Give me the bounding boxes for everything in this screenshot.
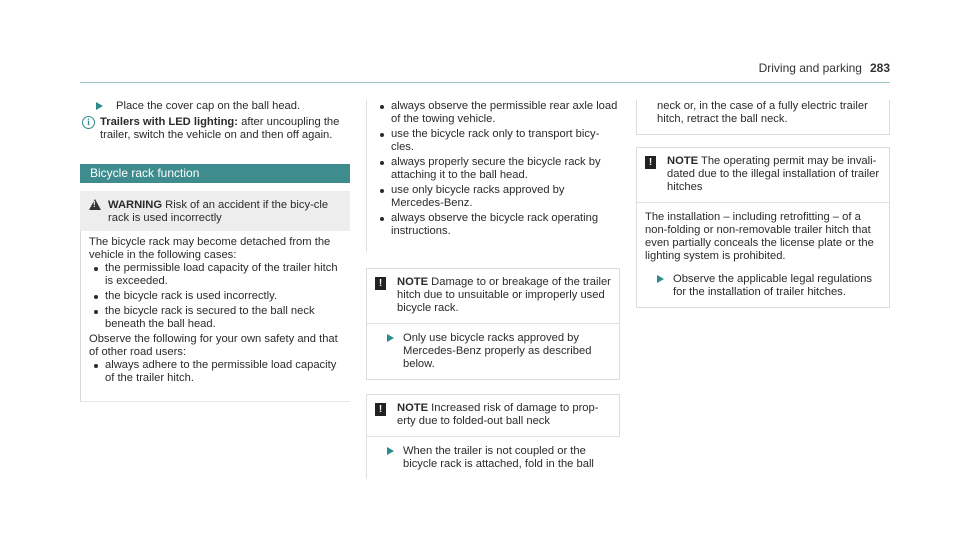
list-item: always observe the bicycle rack operating instructions. [375,212,620,238]
note-text: Damage to or breakage of the trailer hitch due to unsuitable or improperly used bicycle rack. [397,276,611,314]
paragraph: The installation – including retrofitting – of a non-folding or non-removable trailer hitch that even partially conceals the license plate or the lighting system is prohibited. [645,211,874,262]
note-text: Increased risk of damage to prop-erty due to folded-out ball neck [397,402,599,427]
page-header [759,62,890,75]
list-item: use the bicycle rack only to transport bicy-cles. [375,128,620,154]
info-heading: Trailers with LED lighting: [100,116,238,128]
arrow-right-icon [657,275,664,283]
warning-continuation [366,100,620,252]
note-header [637,148,889,202]
list-item: use only bicycle racks approved by Mercedes-Benz. [375,184,620,210]
note-box [366,268,620,380]
list-item: always adhere to the permissible load capacity of the trailer hitch. [89,359,342,385]
exclamation-icon: ! [375,277,386,290]
column-3 [636,100,890,308]
step-item: Place the cover cap on the ball head. [80,100,350,113]
section-name: Driving and parking [758,61,862,75]
step-item: Observe the applicable legal regulations for the installation of trailer hitches. [645,273,881,299]
warning-icon [89,199,101,210]
warning-label: WARNING [108,199,163,211]
paragraph: Observe the following for your own safety and that of other road users: [89,333,338,358]
list-item: the bicycle rack is secured to the ball neck beneath the ball head. [89,305,342,331]
list-item: the permissible load capacity of the trailer hitch is exceeded. [89,262,342,288]
info-note [80,116,350,142]
note-label: NOTE [667,155,699,167]
warning-header [80,191,350,231]
note-label: NOTE [397,276,429,288]
bullet-list [89,262,342,331]
exclamation-icon: ! [375,403,386,416]
bullet-list [375,100,620,238]
note-label: NOTE [397,402,429,414]
step-item: Only use bicycle racks approved by Mercedes-Benz properly as described below. [375,332,611,371]
warning-text: Risk of an accident if the bicy-cle rack is used incorrectly [108,199,329,224]
page-number: 283 [869,61,890,75]
list-item: always properly secure the bicycle rack by attaching it to the ball head. [375,156,620,182]
info-text: after uncoupling the trailer, switch the vehicle on and then off again. [100,116,340,141]
header-divider [80,82,890,83]
arrow-right-icon [387,334,394,342]
arrow-right-icon [96,102,103,110]
paragraph: The bicycle rack may become detached from the vehicle in the following cases: [89,236,331,261]
bullet-list [89,359,342,385]
note-continuation: neck or, in the case of a fully electric trailer hitch, retract the ball neck. [636,100,890,135]
step-item: When the trailer is not coupled or the bicycle rack is attached, fold in the ball [375,445,612,471]
note-text: The operating permit may be invali-dated due to the illegal installation of trailer hitches [667,155,880,193]
section-title: Bicycle rack function [80,164,350,183]
list-item: the bicycle rack is used incorrectly. [89,290,342,303]
note-body [367,323,619,379]
note-body [637,202,889,307]
warning-body [80,231,350,402]
column-2 [366,100,620,479]
info-icon: i [82,116,95,129]
column-1 [80,100,350,402]
note-box [366,394,620,479]
note-box [636,147,890,308]
list-item: always observe the permissible rear axle load of the towing vehicle. [375,100,620,126]
note-body [367,436,620,479]
note-header [367,394,620,436]
exclamation-icon: ! [645,156,656,169]
arrow-right-icon [387,447,394,455]
note-header [367,269,619,323]
